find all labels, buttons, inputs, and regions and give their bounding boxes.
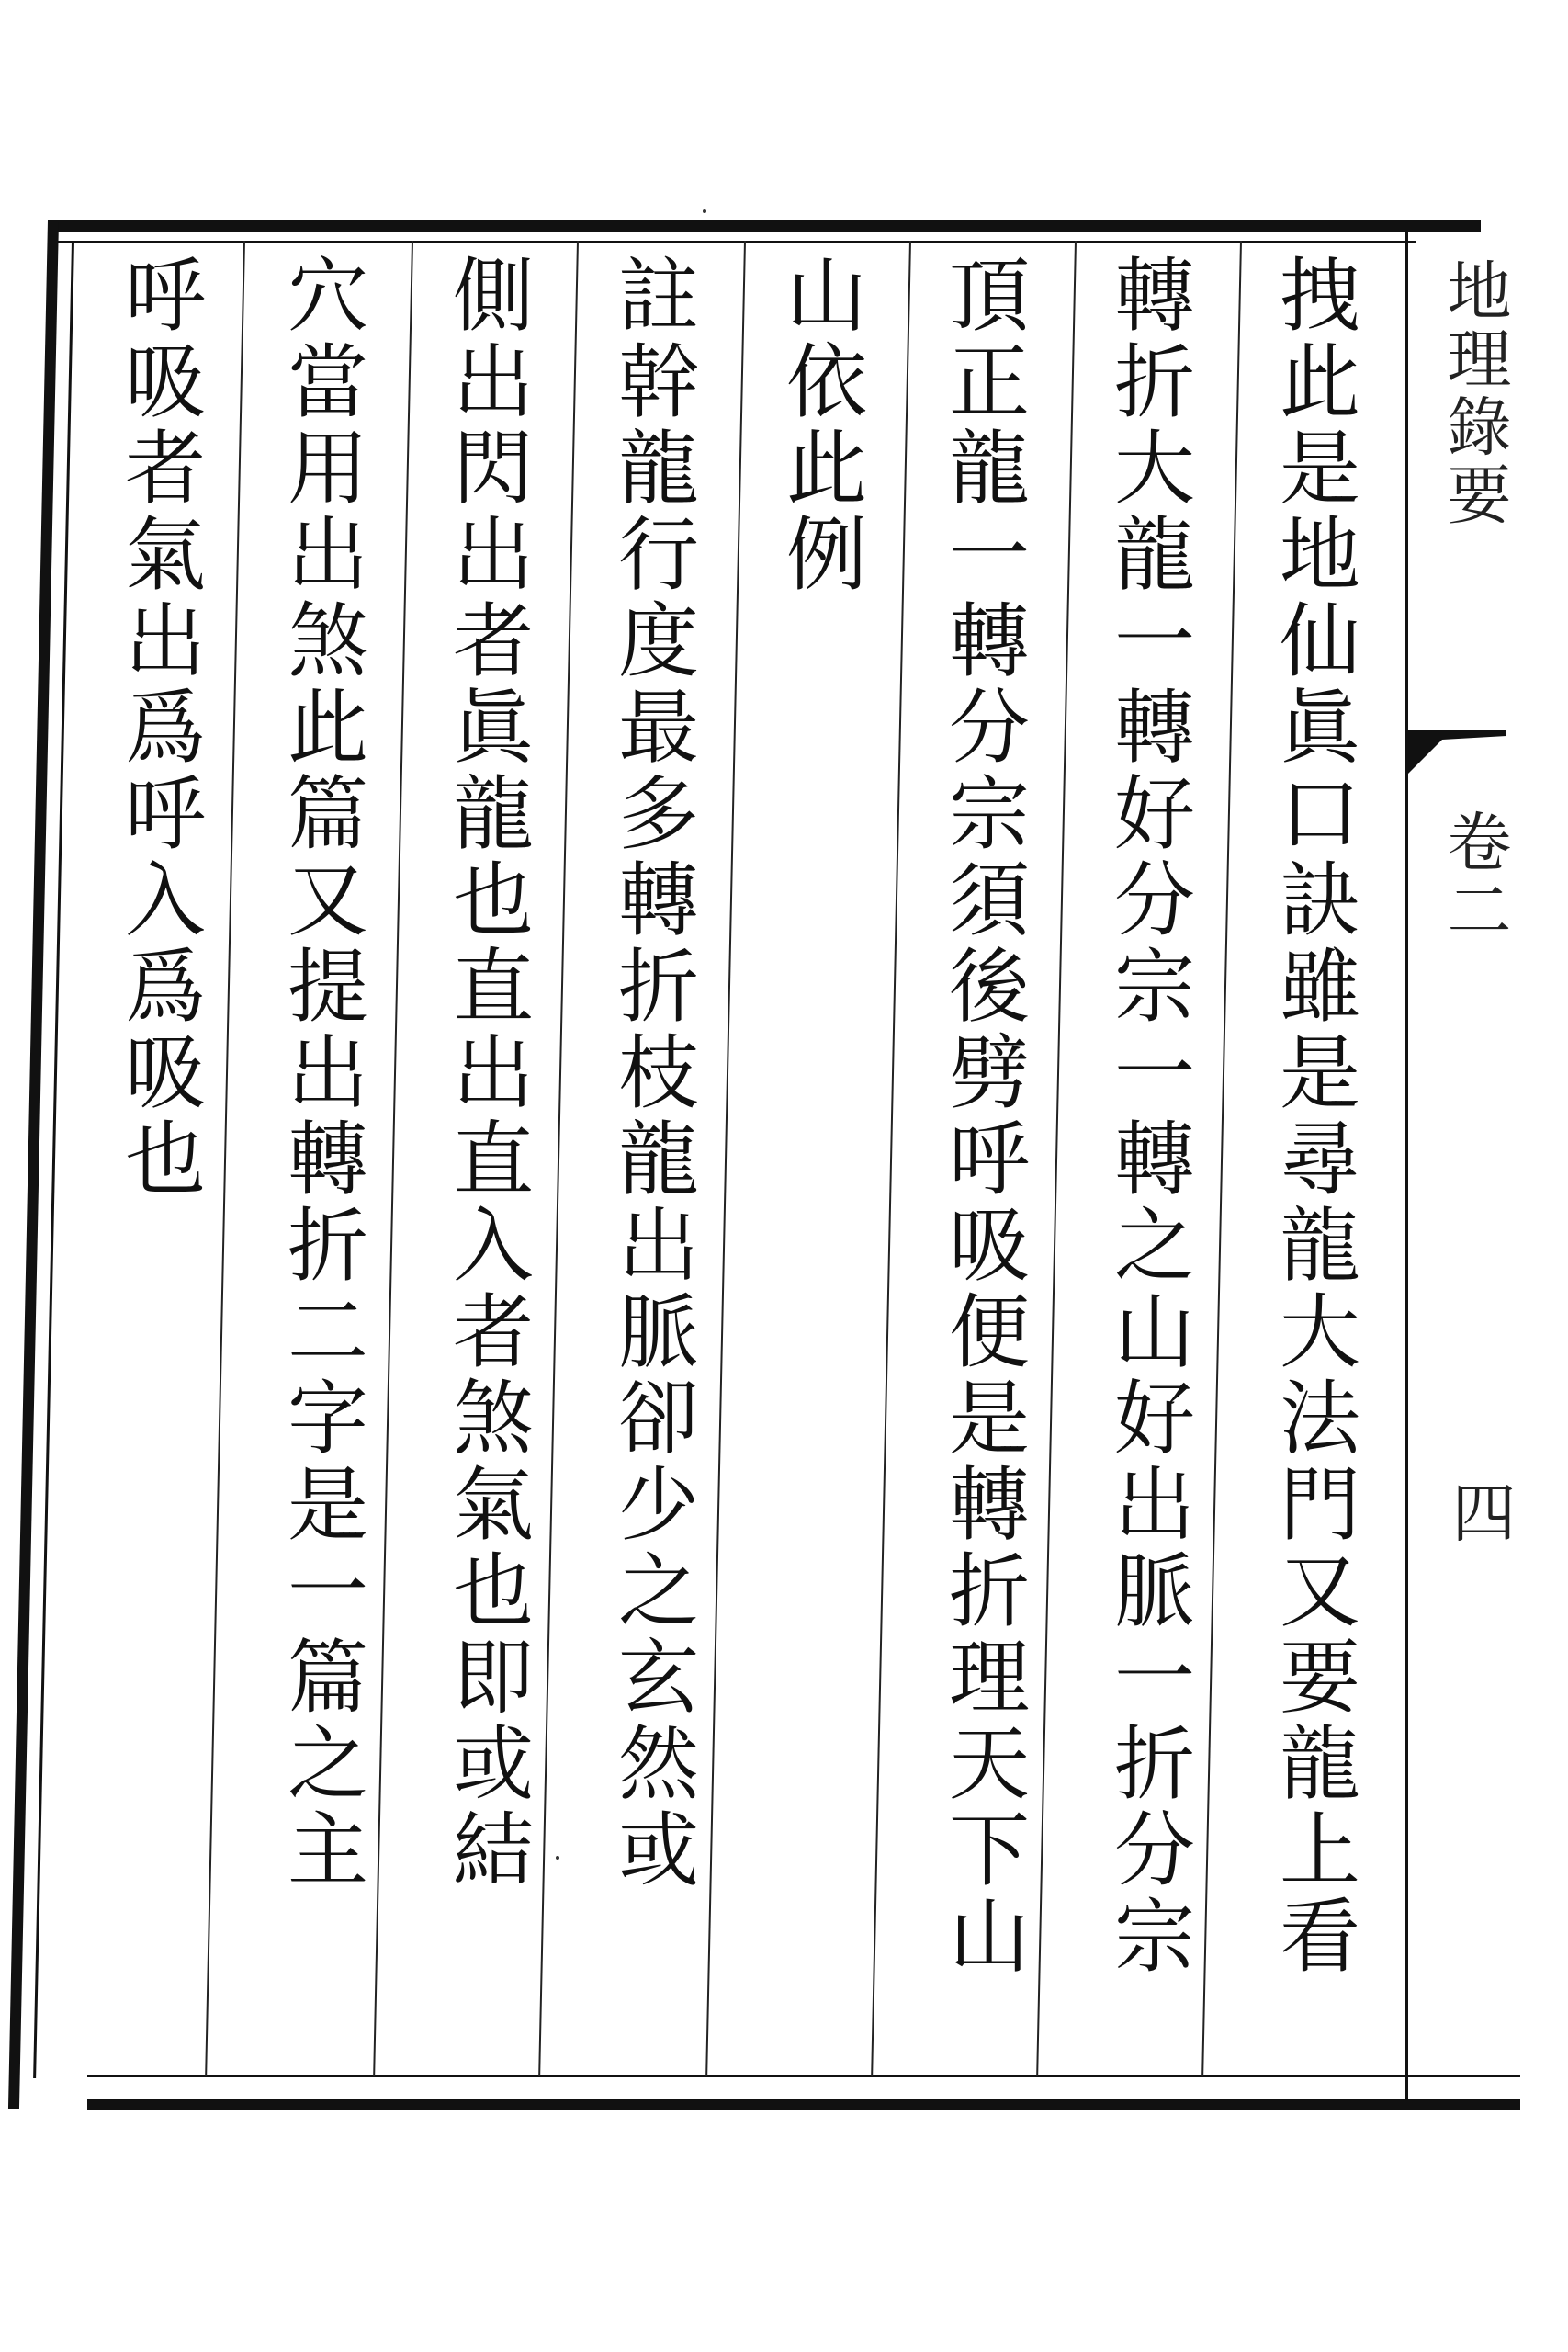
text-column-1: 拽此是地仙眞口訣雖是尋龍大法門又要龍上看 bbox=[1267, 253, 1361, 1980]
column-divider bbox=[871, 241, 911, 2076]
banxin-book-title: 地理錄要 bbox=[1437, 257, 1512, 529]
frame-left-inner-border bbox=[33, 241, 74, 2078]
column-divider bbox=[1201, 241, 1242, 2076]
frame-bottom-inner-border bbox=[87, 2075, 1520, 2077]
fishtail-mark-icon bbox=[1405, 730, 1506, 776]
frame-left-border bbox=[8, 220, 59, 2109]
frame-top-border bbox=[48, 220, 1481, 232]
column-divider bbox=[373, 241, 413, 2076]
column-divider bbox=[1036, 241, 1077, 2076]
frame-bottom-border bbox=[87, 2099, 1520, 2110]
frame-top-inner-border bbox=[48, 241, 1416, 243]
column-divider bbox=[205, 241, 245, 2076]
text-column-3: 頂正龍一轉分宗須後劈呼吸便是轉折理天下山 bbox=[936, 253, 1031, 1980]
banxin-border bbox=[1405, 220, 1408, 2104]
banxin-volume: 卷二 bbox=[1437, 808, 1512, 944]
column-divider bbox=[538, 241, 579, 2076]
text-column-5: 註幹龍行度最多轉折枝龍出脈卻少之玄然或 bbox=[605, 253, 700, 1894]
column-divider bbox=[705, 241, 746, 2076]
scan-speck bbox=[703, 209, 706, 213]
text-column-2: 轉折大龍一轉好分宗一轉之山好出脈一折分宗 bbox=[1101, 253, 1196, 1980]
text-column-6: 側出閃出者眞龍也直出直入者煞氣也即或結 bbox=[440, 253, 535, 1894]
text-column-8: 呼吸者氣出爲呼入爲吸也 bbox=[112, 253, 207, 1203]
scan-speck bbox=[556, 1856, 559, 1860]
text-column-7: 穴當用出煞此篇又提出轉折二字是一篇之主 bbox=[275, 253, 369, 1894]
banxin-page-number: 四 bbox=[1441, 1479, 1517, 1547]
text-column-4: 山依此例 bbox=[773, 253, 868, 598]
